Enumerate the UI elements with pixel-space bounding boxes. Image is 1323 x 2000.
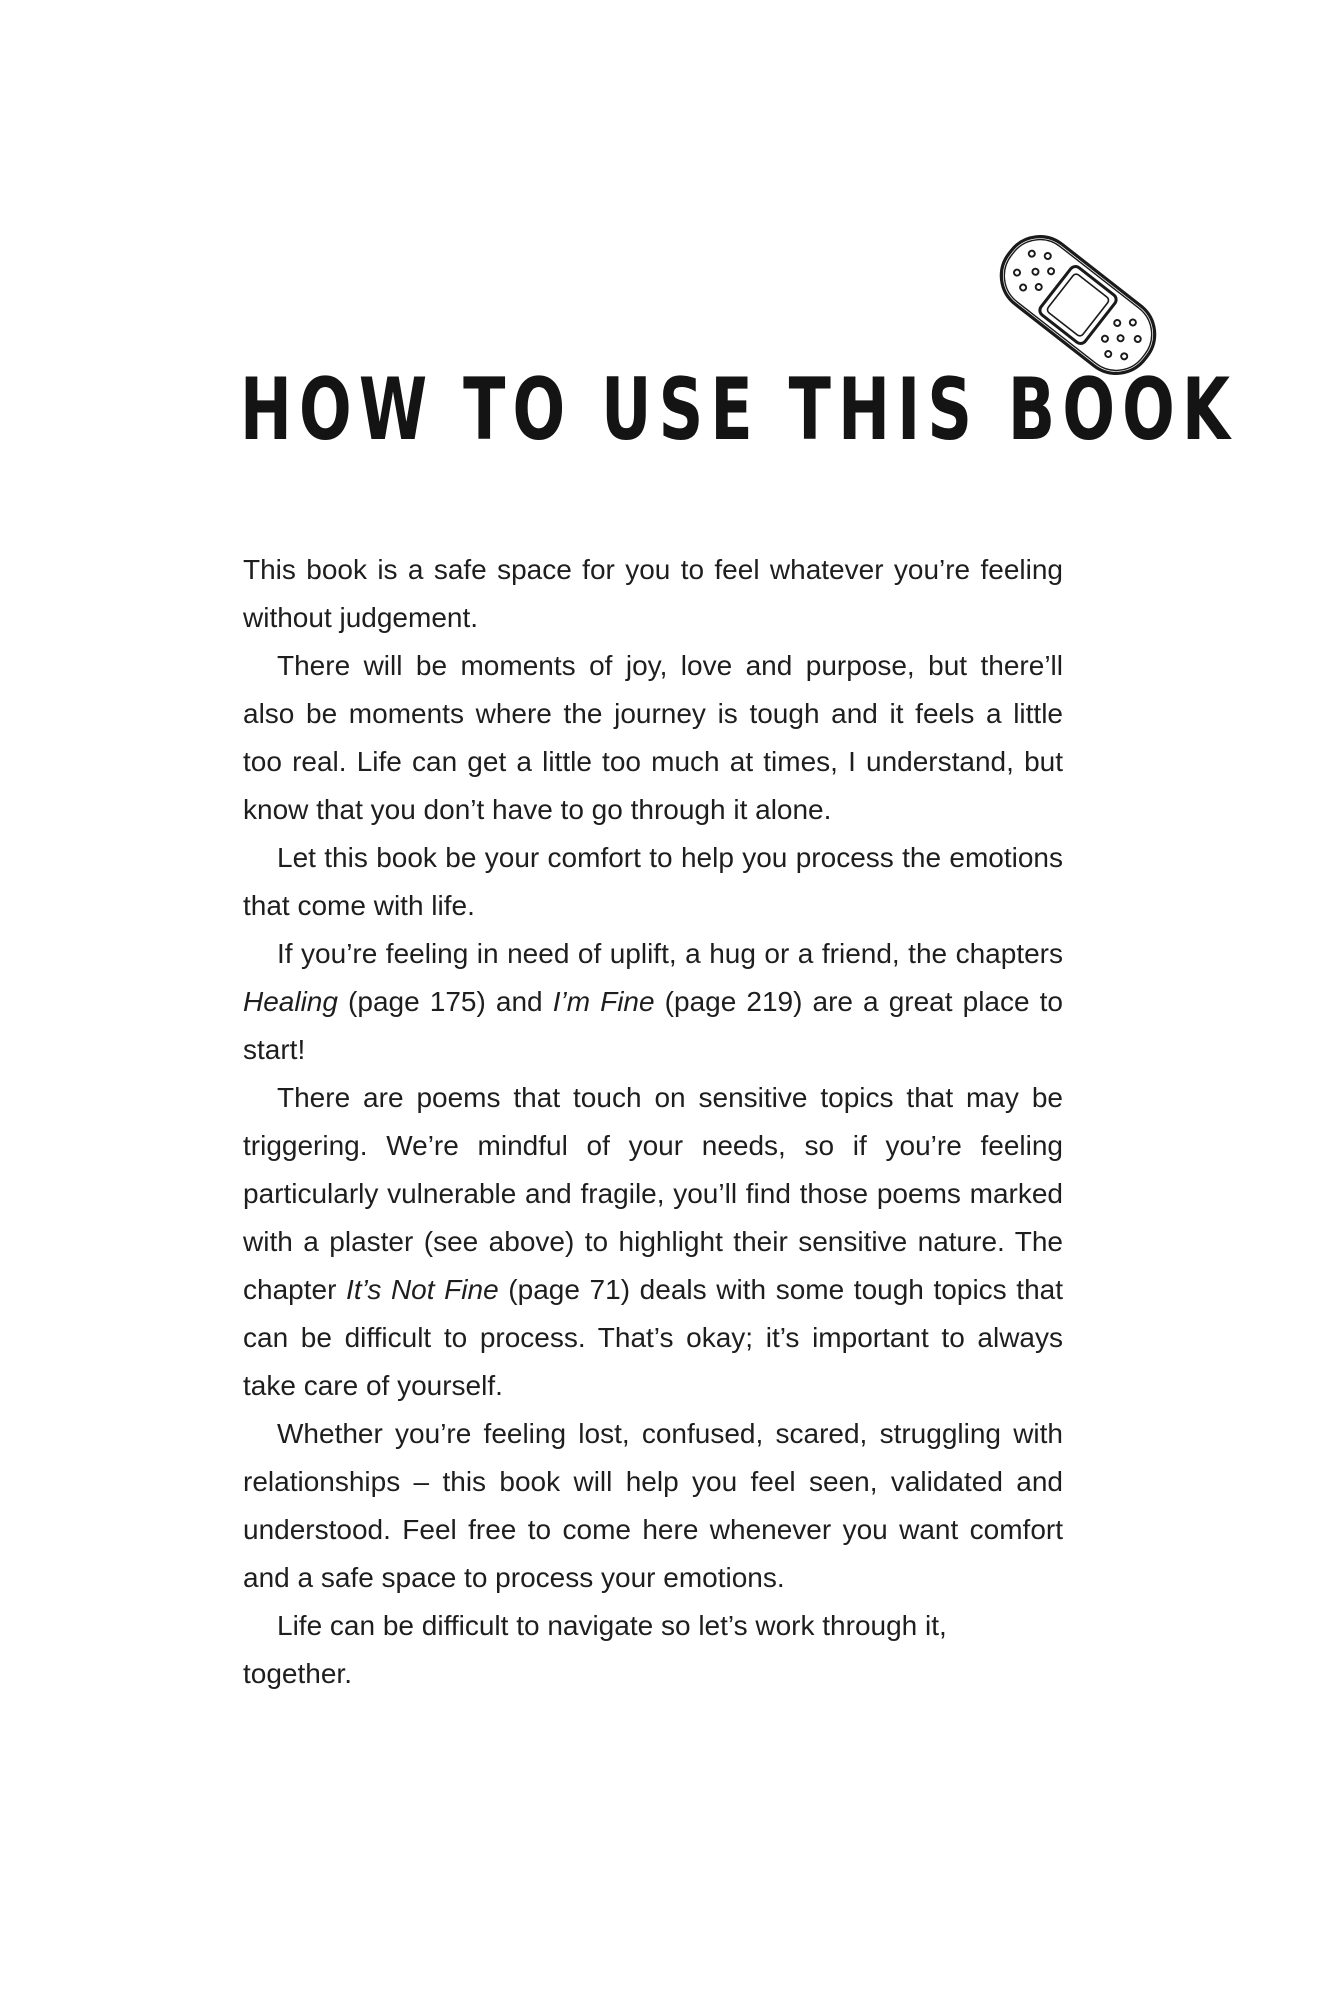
- text-run: If you’re feeling in need of uplift, a hug or a friend, the chapters: [277, 938, 1063, 969]
- paragraph-intro: This book is a safe space for you to feel whatever you’re feeling without judgement.: [243, 554, 1063, 633]
- paragraph-closing: Life can be difficult to navigate so let’s work through it, together.: [243, 1610, 947, 1689]
- text-run: There are poems that touch on sensitive topics that may be triggering. We’re mindful of your needs, so if you’re feeling particularly vulnerable and fragile, you’ll find those poems marked with a plaster (see above) to highlight their sensitive nature. The chapter: [243, 1082, 1063, 1305]
- chapter-title-its-not-fine: It’s Not Fine: [346, 1274, 499, 1305]
- text-run: (page 71) deals with some tough topics that can be difficult to process. That’s okay; it’s important to always take care of yourself.: [243, 1274, 1064, 1401]
- paragraph-comfort: Let this book be your comfort to help you process the emotions that come with life.: [243, 842, 1063, 921]
- paragraph-uplift: [243, 930, 1063, 1074]
- body-text: [243, 546, 1063, 1698]
- paragraph-moments: There will be moments of joy, love and purpose, but there’ll also be moments where the journey is tough and it feels a little too real. Life can get a little too much at times, I understand, but know that you don’t have to go through it alone.: [243, 650, 1063, 825]
- page-title: HOW TO USE THIS BOOK: [240, 360, 1238, 460]
- text-run: (page 219) are a great place to start!: [243, 986, 1063, 1065]
- paragraph-whether: Whether you’re feeling lost, confused, scared, struggling with relationships – this book will help you feel seen, validated and understood. Feel free to come here whenever you want comfort and a safe space to process your emotions.: [243, 1418, 1063, 1593]
- text-run: (page 175) and: [337, 986, 553, 1017]
- chapter-title-healing: Healing: [243, 986, 338, 1017]
- chapter-title-im-fine: I’m Fine: [552, 986, 655, 1017]
- paragraph-sensitive-topics: [243, 1074, 1063, 1410]
